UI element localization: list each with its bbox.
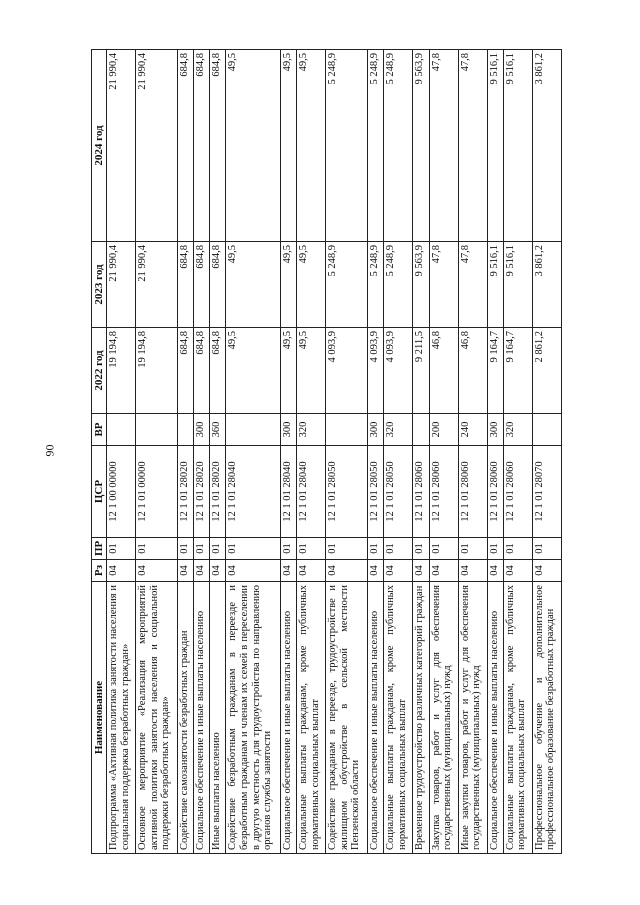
budget-table [91,49,562,854]
cell-2022: 46,8 [429,328,458,414]
cell-2022: 4 093,9 [326,328,368,414]
cell-name: Содействие безработным гражданам в переезде и безработным гражданам и членам их семей в переселении в другую местность для трудоустройства по направлению органов службы занятости [226,582,281,854]
cell-csr: 12 1 01 28060 [487,446,503,538]
table-row [368,50,384,854]
cell-2024: 9 516,1 [487,50,503,242]
cell-2024: 47,8 [458,50,487,242]
cell-rz: 04 [368,560,384,582]
header-csr: ЦСР [92,446,107,538]
cell-2023: 49,5 [281,242,297,328]
cell-pr: 01 [532,538,561,560]
cell-pr: 01 [326,538,368,560]
cell-rz: 04 [194,560,210,582]
cell-2024: 684,8 [210,50,226,242]
cell-name: Временное трудоустройство различных категорий граждан [413,582,429,854]
header-rz: Рз [92,560,107,582]
cell-2023: 5 248,9 [384,242,413,328]
header-pr: ПР [92,538,107,560]
cell-rz: 04 [384,560,413,582]
cell-csr: 12 1 01 28020 [194,446,210,538]
cell-rz: 04 [281,560,297,582]
cell-csr: 12 1 01 28040 [297,446,326,538]
cell-rz: 04 [487,560,503,582]
cell-csr: 12 1 01 28020 [177,446,193,538]
table-row [487,50,503,854]
cell-vr [532,414,561,446]
cell-2022: 2 861,2 [532,328,561,414]
table-body [107,50,562,854]
cell-2023: 684,8 [194,242,210,328]
cell-rz: 04 [503,560,532,582]
cell-rz: 04 [413,560,429,582]
cell-csr: 12 1 01 28050 [326,446,368,538]
cell-vr [226,414,281,446]
table-row [136,50,178,854]
cell-2024: 684,8 [177,50,193,242]
cell-vr [107,414,136,446]
cell-2022: 9 164,7 [503,328,532,414]
cell-name: Иные закупки товаров, работ и услуг для обеспечения государственных (муниципальных) нужд [458,582,487,854]
table-row [107,50,136,854]
cell-csr: 12 1 01 28040 [281,446,297,538]
cell-rz: 04 [177,560,193,582]
cell-name: Основное мероприятие «Реализация мероприятий активной политики занятости населения и социальной поддержки безработных граждан» [136,582,178,854]
cell-vr: 240 [458,414,487,446]
header-2023: 2023 год [92,242,107,328]
cell-vr [136,414,178,446]
cell-2024: 49,5 [297,50,326,242]
cell-2024: 9 516,1 [503,50,532,242]
cell-vr [177,414,193,446]
cell-vr: 300 [281,414,297,446]
header-2022: 2022 год [92,328,107,414]
cell-name: Социальное обеспечение и иные выплаты населению [194,582,210,854]
cell-rz: 04 [210,560,226,582]
cell-csr: 12 1 01 28050 [384,446,413,538]
cell-2023: 5 248,9 [326,242,368,328]
table-row [458,50,487,854]
cell-csr: 12 1 01 28060 [429,446,458,538]
cell-pr: 01 [458,538,487,560]
cell-name: Социальные выплаты гражданам, кроме публичных нормативных социальных выплат [297,582,326,854]
cell-name: Иные выплаты населению [210,582,226,854]
cell-2022: 684,8 [194,328,210,414]
cell-2022: 684,8 [210,328,226,414]
cell-name: Социальные выплаты гражданам, кроме публичных нормативных социальных выплат [384,582,413,854]
cell-pr: 01 [177,538,193,560]
cell-rz: 04 [226,560,281,582]
cell-csr: 12 1 01 28070 [532,446,561,538]
cell-csr: 12 1 01 28060 [458,446,487,538]
cell-csr: 12 1 01 28020 [210,446,226,538]
table-header-row [92,50,107,854]
cell-2024: 21 990,4 [136,50,178,242]
table-row [503,50,532,854]
cell-pr: 01 [194,538,210,560]
cell-2023: 9 516,1 [487,242,503,328]
cell-2022: 9 164,7 [487,328,503,414]
cell-2023: 9 563,9 [413,242,429,328]
cell-name: Социальное обеспечение и иные выплаты населению [368,582,384,854]
cell-2024: 5 248,9 [326,50,368,242]
cell-rz: 04 [136,560,178,582]
table-row [226,50,281,854]
cell-vr: 320 [384,414,413,446]
cell-vr: 320 [503,414,532,446]
cell-name: Подпрограмма «Активная политика занятости населения и социальная поддержка безработных граждан» [107,582,136,854]
cell-csr: 12 1 01 28060 [413,446,429,538]
cell-2023: 49,5 [226,242,281,328]
table-row [326,50,368,854]
cell-2024: 47,8 [429,50,458,242]
cell-2023: 9 516,1 [503,242,532,328]
cell-2024: 9 563,9 [413,50,429,242]
table-row [281,50,297,854]
cell-pr: 01 [210,538,226,560]
cell-vr: 360 [210,414,226,446]
cell-pr: 01 [368,538,384,560]
header-2024: 2024 год [92,50,107,242]
cell-vr: 300 [368,414,384,446]
cell-2023: 684,8 [210,242,226,328]
table-row [194,50,210,854]
cell-2022: 49,5 [226,328,281,414]
cell-2022: 4 093,9 [368,328,384,414]
cell-2022: 4 093,9 [384,328,413,414]
cell-2024: 21 990,4 [107,50,136,242]
cell-2023: 21 990,4 [107,242,136,328]
cell-vr: 200 [429,414,458,446]
cell-2022: 9 211,5 [413,328,429,414]
cell-vr: 320 [297,414,326,446]
cell-pr: 01 [107,538,136,560]
cell-2023: 21 990,4 [136,242,178,328]
cell-2024: 49,5 [226,50,281,242]
cell-name: Содействие самозанятости безработных граждан [177,582,193,854]
cell-rz: 04 [107,560,136,582]
cell-name: Социальное обеспечение и иные выплаты населению [487,582,503,854]
cell-2022: 684,8 [177,328,193,414]
cell-vr [413,414,429,446]
cell-rz: 04 [532,560,561,582]
table-row [429,50,458,854]
cell-rz: 04 [297,560,326,582]
cell-pr: 01 [413,538,429,560]
cell-2024: 5 248,9 [368,50,384,242]
cell-name: Профессиональное обучение и дополнительное профессиональное образование безработных граждан [532,582,561,854]
cell-pr: 01 [487,538,503,560]
cell-2022: 49,5 [281,328,297,414]
table-row [210,50,226,854]
cell-rz: 04 [326,560,368,582]
cell-2024: 684,8 [194,50,210,242]
cell-2023: 47,8 [429,242,458,328]
cell-vr [326,414,368,446]
cell-2024: 49,5 [281,50,297,242]
cell-2023: 684,8 [177,242,193,328]
cell-2023: 5 248,9 [368,242,384,328]
cell-pr: 01 [503,538,532,560]
cell-2024: 5 248,9 [384,50,413,242]
cell-2022: 19 194,8 [107,328,136,414]
cell-pr: 01 [226,538,281,560]
cell-csr: 12 1 01 28050 [368,446,384,538]
cell-2023: 49,5 [297,242,326,328]
cell-csr: 12 1 00 00000 [107,446,136,538]
cell-vr: 300 [194,414,210,446]
cell-csr: 12 1 01 28060 [503,446,532,538]
table-row [384,50,413,854]
cell-name: Закупка товаров, работ и услуг для обеспечения государственных (муниципальных) нужд [429,582,458,854]
cell-2022: 49,5 [297,328,326,414]
cell-name: Содействие гражданам в переезде, трудоустройстве и жилищном обустройстве в сельской местности Пензенской области [326,582,368,854]
cell-2023: 3 861,2 [532,242,561,328]
table-row [177,50,193,854]
cell-pr: 01 [281,538,297,560]
rotated-table-wrapper [91,50,562,854]
cell-rz: 04 [429,560,458,582]
cell-rz: 04 [458,560,487,582]
header-vr: ВР [92,414,107,446]
cell-pr: 01 [384,538,413,560]
table-row [413,50,429,854]
cell-2024: 3 861,2 [532,50,561,242]
cell-vr: 300 [487,414,503,446]
header-name: Наименование [92,582,107,854]
cell-pr: 01 [297,538,326,560]
cell-2022: 19 194,8 [136,328,178,414]
cell-2023: 47,8 [458,242,487,328]
cell-name: Социальное обеспечение и иные выплаты населению [281,582,297,854]
cell-2022: 46,8 [458,328,487,414]
table-row [532,50,561,854]
cell-csr: 12 1 01 00000 [136,446,178,538]
table-row [297,50,326,854]
cell-name: Социальные выплаты гражданам, кроме публичных нормативных социальных выплат [503,582,532,854]
page-number: 90 [42,444,57,457]
cell-pr: 01 [136,538,178,560]
cell-pr: 01 [429,538,458,560]
cell-csr: 12 1 01 28040 [226,446,281,538]
